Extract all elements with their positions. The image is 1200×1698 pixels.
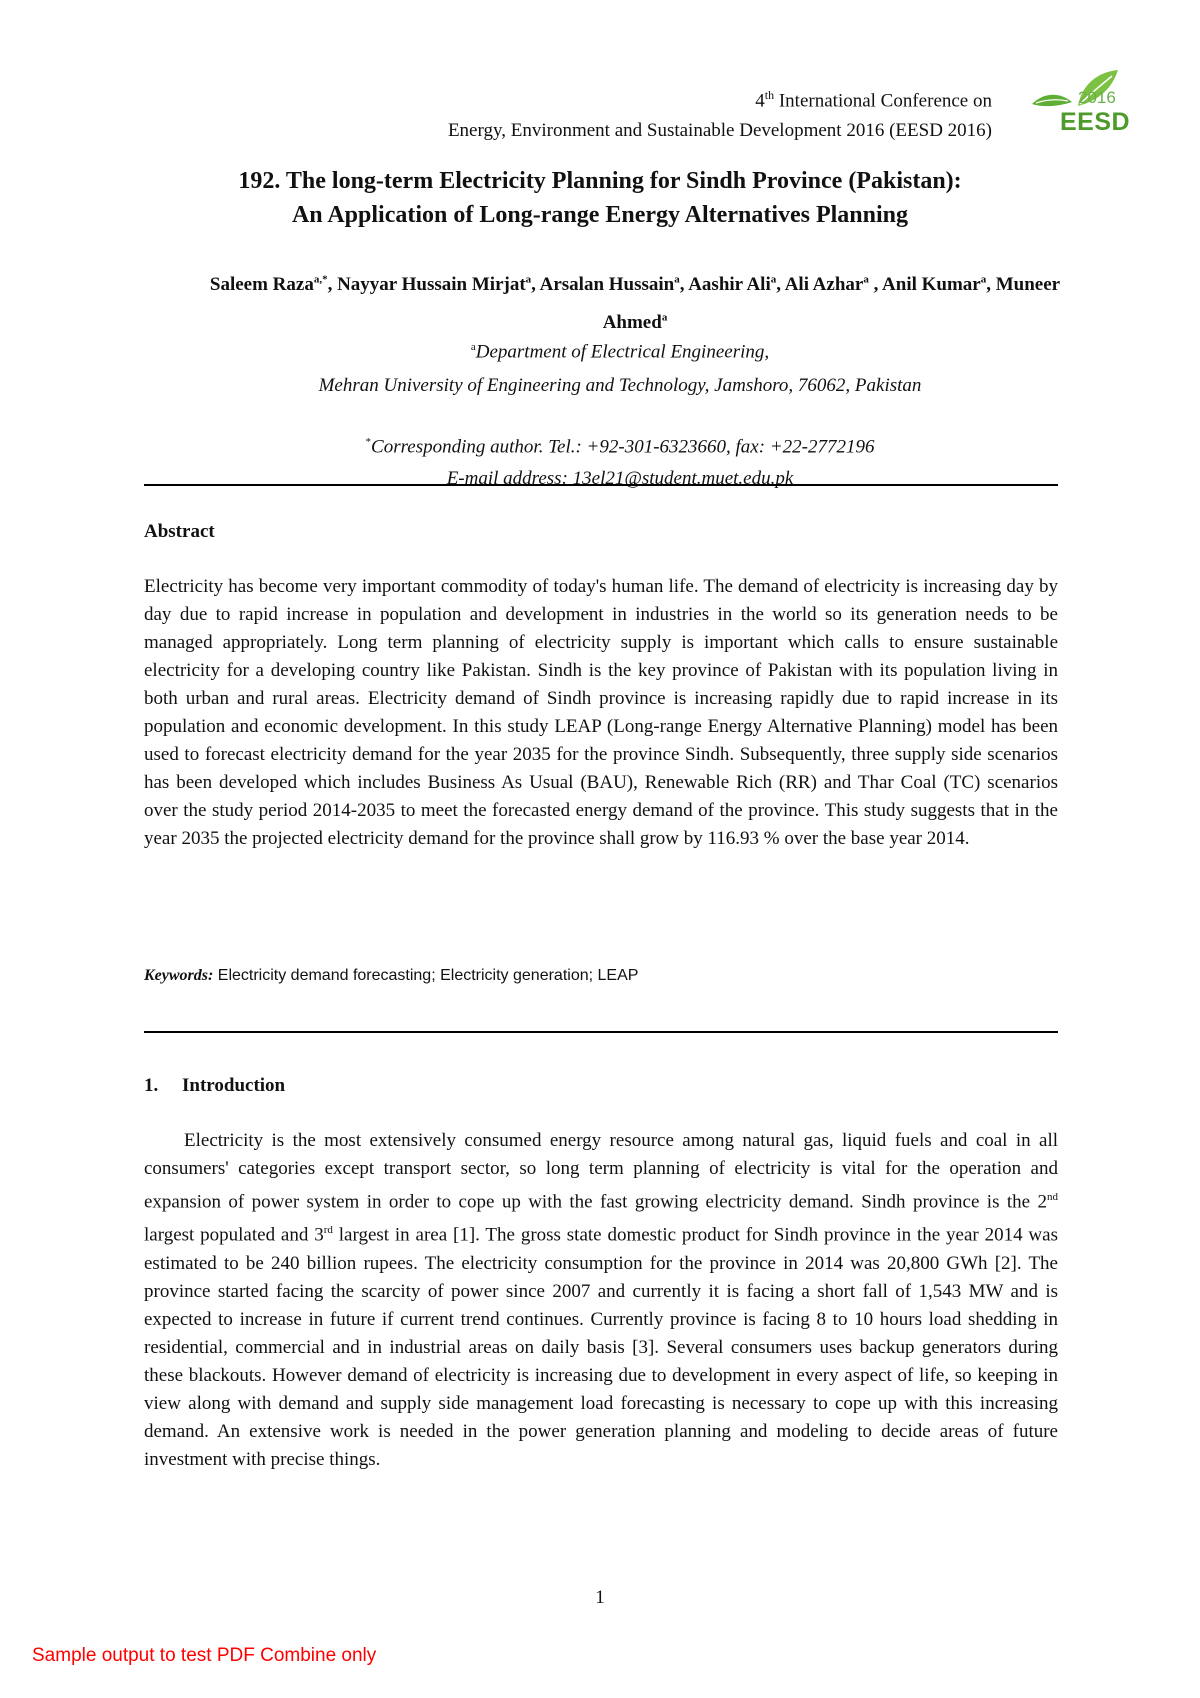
title-line-2: An Application of Long-range Energy Alternatives Planning	[291, 202, 909, 228]
page-number: 1	[595, 1587, 605, 1608]
section-title: Introduction	[182, 1075, 286, 1096]
eesd-logo	[1030, 66, 1131, 146]
author: Aashir Ali$^a$,	[688, 274, 785, 296]
divider	[144, 484, 1058, 486]
author: Anil Kumar$^a$,	[882, 274, 996, 296]
divider	[144, 1031, 1058, 1033]
author: Arsalan Hussain$^a$,	[539, 274, 689, 296]
email-address: E-mail address: 13el21@student.muet.edu.pk	[446, 468, 794, 490]
introduction-text: Electricity is the most extensively consumed energy resource among natural gas, liquid fuels and coal in all consumers' categories except transport sector, so long term planning of electricity is vital for the operation and expansion of power system in order to cope up with the fast growing electricity demand. Sindh province is the 2nd largest populated and 3rd largest in area [1]. The gross state domestic product for Sindh province in the year 2014 was estimated to be 240 billion rupees. The electricity consumption for the province in 2014 was 20,800 GWh [2]. The province started facing the scarcity of power since 2007 and currently it is facing a short fall of 1,543 MW and is expected to increase in future if current trend continues. Currently province is facing 8 to 10 hours load shedding in residential, commercial and in industrial areas on daily basis [3]. Several consumers uses backup generators during these blackouts. However demand of electricity is increasing due to development in every aspect of life, so keeping in view along with demand and supply side management load forecasting is necessary to cope up with this increasing demand. An extensive work is needed in the power generation planning and modeling to decide areas of future investment with precise things.	[144, 1130, 1058, 1470]
conference-line-2: Energy, Environment and Sustainable Development 2016 (EESD 2016)	[447, 120, 992, 142]
paper-title	[160, 164, 1040, 232]
logo-name: EESD	[1060, 108, 1131, 136]
author: Muneer Ahmed$^a$	[602, 274, 1061, 333]
author: Nayyar Hussain Mirjat$^a$,	[337, 274, 540, 296]
abstract-heading: Abstract	[144, 521, 215, 542]
author: Saleem Raza$^{a,*}$,	[209, 274, 338, 296]
conference-header	[448, 80, 992, 146]
keywords-label: Keywords:	[144, 967, 214, 984]
conference-line-1: 4th International Conference on	[755, 88, 992, 112]
keywords-text: Electricity demand forecasting; Electricity generation; LEAP	[213, 967, 639, 984]
section-heading-introduction	[144, 1075, 285, 1097]
title-line-1: 192. The long-term Electricity Planning for Sindh Province (Pakistan):	[238, 168, 962, 194]
corresponding-author: *Corresponding author. Tel.: +92-301-6323660, fax: +22-2772196	[365, 436, 875, 458]
footer-note: Sample output to test PDF Combine only	[32, 1645, 377, 1666]
abstract-text: Electricity has become very important commodity of today's human life. The demand of electricity is increasing day by day due to rapid increase in population and development in industries in the world so its generation needs to be managed appropriately. Long term planning of electricity supply is important which calls to ensure sustainable electricity for a developing country like Pakistan. Sindh is the key province of Pakistan with its population living in both urban and rural areas. Electricity demand of Sindh province is increasing rapidly due to rapid increase in its population and economic development. In this study LEAP (Long-range Energy Alternative Planning) model has been used to forecast electricity demand for the year 2035 for the province Sindh. Subsequently, three supply side scenarios has been developed which includes Business As Usual (BAU), Renewable Rich (RR) and Thar Coal (TC) scenarios over the study period 2014-2035 to meet the forecasted energy demand of the province. This study suggests that in the year 2035 the projected electricity demand for the province shall grow by 116.93 % over the base year 2014.	[144, 576, 1058, 849]
section-number: 1.	[144, 1075, 159, 1096]
keywords	[144, 967, 638, 985]
author-list	[180, 264, 1090, 339]
affiliation-department: $^a$Department of Electrical Engineering,	[470, 341, 770, 363]
logo-year: 2016	[1078, 88, 1116, 107]
author: Ali Azhar$^a$ ,	[784, 274, 883, 296]
affiliation	[160, 330, 1080, 403]
affiliation-university: Mehran University of Engineering and Technology, Jamshoro, 76062, Pakistan	[318, 375, 922, 397]
